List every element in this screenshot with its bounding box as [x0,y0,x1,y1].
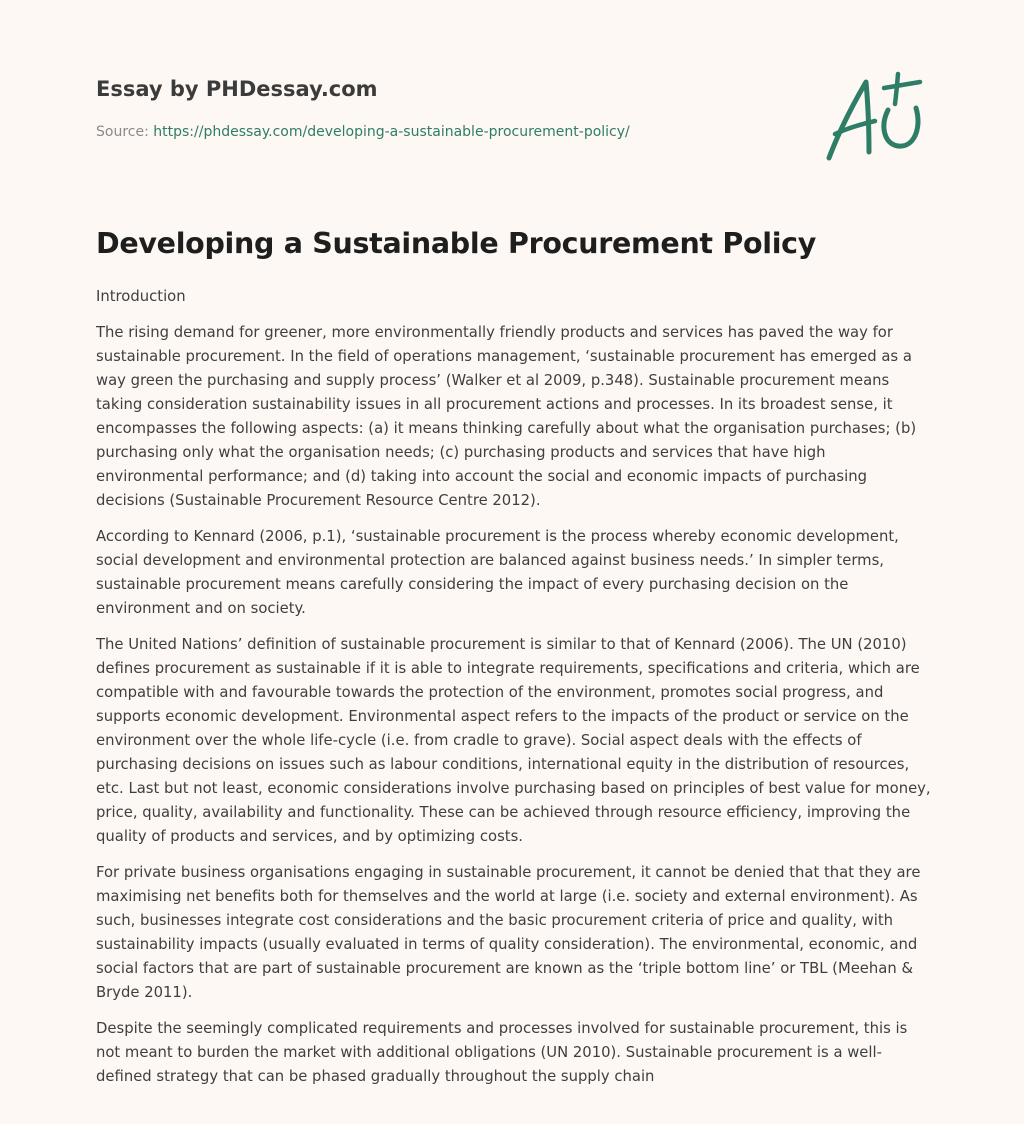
a-plus-logo [822,68,928,164]
essay-paragraph: According to Kennard (2006, p.1), ‘sustainable procurement is the process whereby economic development, social development and environmental protection are balanced against business needs.’ In simpler terms, sustainable procurement means carefully considering the impact of every purchasing decision on the environment and on society. [96,528,899,617]
source-link[interactable]: https://phdessay.com/developing-a-sustainable-procurement-policy/ [153,124,630,140]
essay-paragraph: For private business organisations engaging in sustainable procurement, it cannot be denied that that they are maximising net benefits both for themselves and the world at large (i.e. society and external environment). As such, businesses integrate cost considerations and the basic procurement criteria of price and quality, with sustainability impacts (usually evaluated in terms of quality consideration). The environmental, economic, and social factors that are part of sustainable procurement are known as the ‘triple bottom line’ or TBL (Meehan & Bryde 2011). [96,864,921,1001]
essay-header [96,74,776,142]
essay-paragraph: Despite the seemingly complicated requirements and processes involved for sustainable procurement, this is not meant to burden the market with additional obligations (UN 2010). Sustainable procurement is a well-defined strategy that can be phased gradually throughout the supply chain [96,1020,908,1085]
essay-body [96,285,932,1101]
essay-paragraph: The United Nations’ definition of sustainable procurement is similar to that of Kennard (2006). The UN (2010) defines procurement as sustainable if it is able to integrate requirements, specifications and criteria, which are compatible with and favourable towards the protection of the environment, promotes social progress, and supports economic development. Environmental aspect refers to the impacts of the product or service on the environment over the whole life-cycle (i.e. from cradle to grave). Social aspect deals with the effects of purchasing decisions on issues such as labour conditions, international equity in the distribution of resources, etc. Last but not least, economic considerations involve purchasing based on principles of best value for money, price, quality, availability and functionality. These can be achieved through resource efficiency, improving the quality of products and services, and by optimizing costs. [96,636,931,845]
essay-paragraph: Introduction [96,288,186,305]
essay-paragraph: The rising demand for greener, more environmentally friendly products and services has paved the way for sustainable procurement. In the field of operations management, ‘sustainable procurement has emerged as a way green the purchasing and supply process’ (Walker et al 2009, p.348). Sustainable procurement means taking consideration sustainability issues in all procurement actions and processes. In its broadest sense, it encompasses the following aspects: (a) it means thinking carefully about what the organisation purchases; (b) purchasing only what the organisation needs; (c) purchasing products and services that have high environmental performance; and (d) taking into account the social and economic impacts of purchasing decisions (Sustainable Procurement Resource Centre 2012). [96,324,917,509]
logo-plus-horizontal [884,82,920,88]
essay-title: Developing a Sustainable Procurement Policy [96,227,817,260]
site-brand: Essay by PHDessay.com [96,77,378,101]
logo-plus-vertical [895,74,898,104]
source-line [96,122,776,142]
logo-swoosh [884,108,918,146]
source-label: Source: [96,124,149,140]
logo-letter-a [829,82,869,158]
